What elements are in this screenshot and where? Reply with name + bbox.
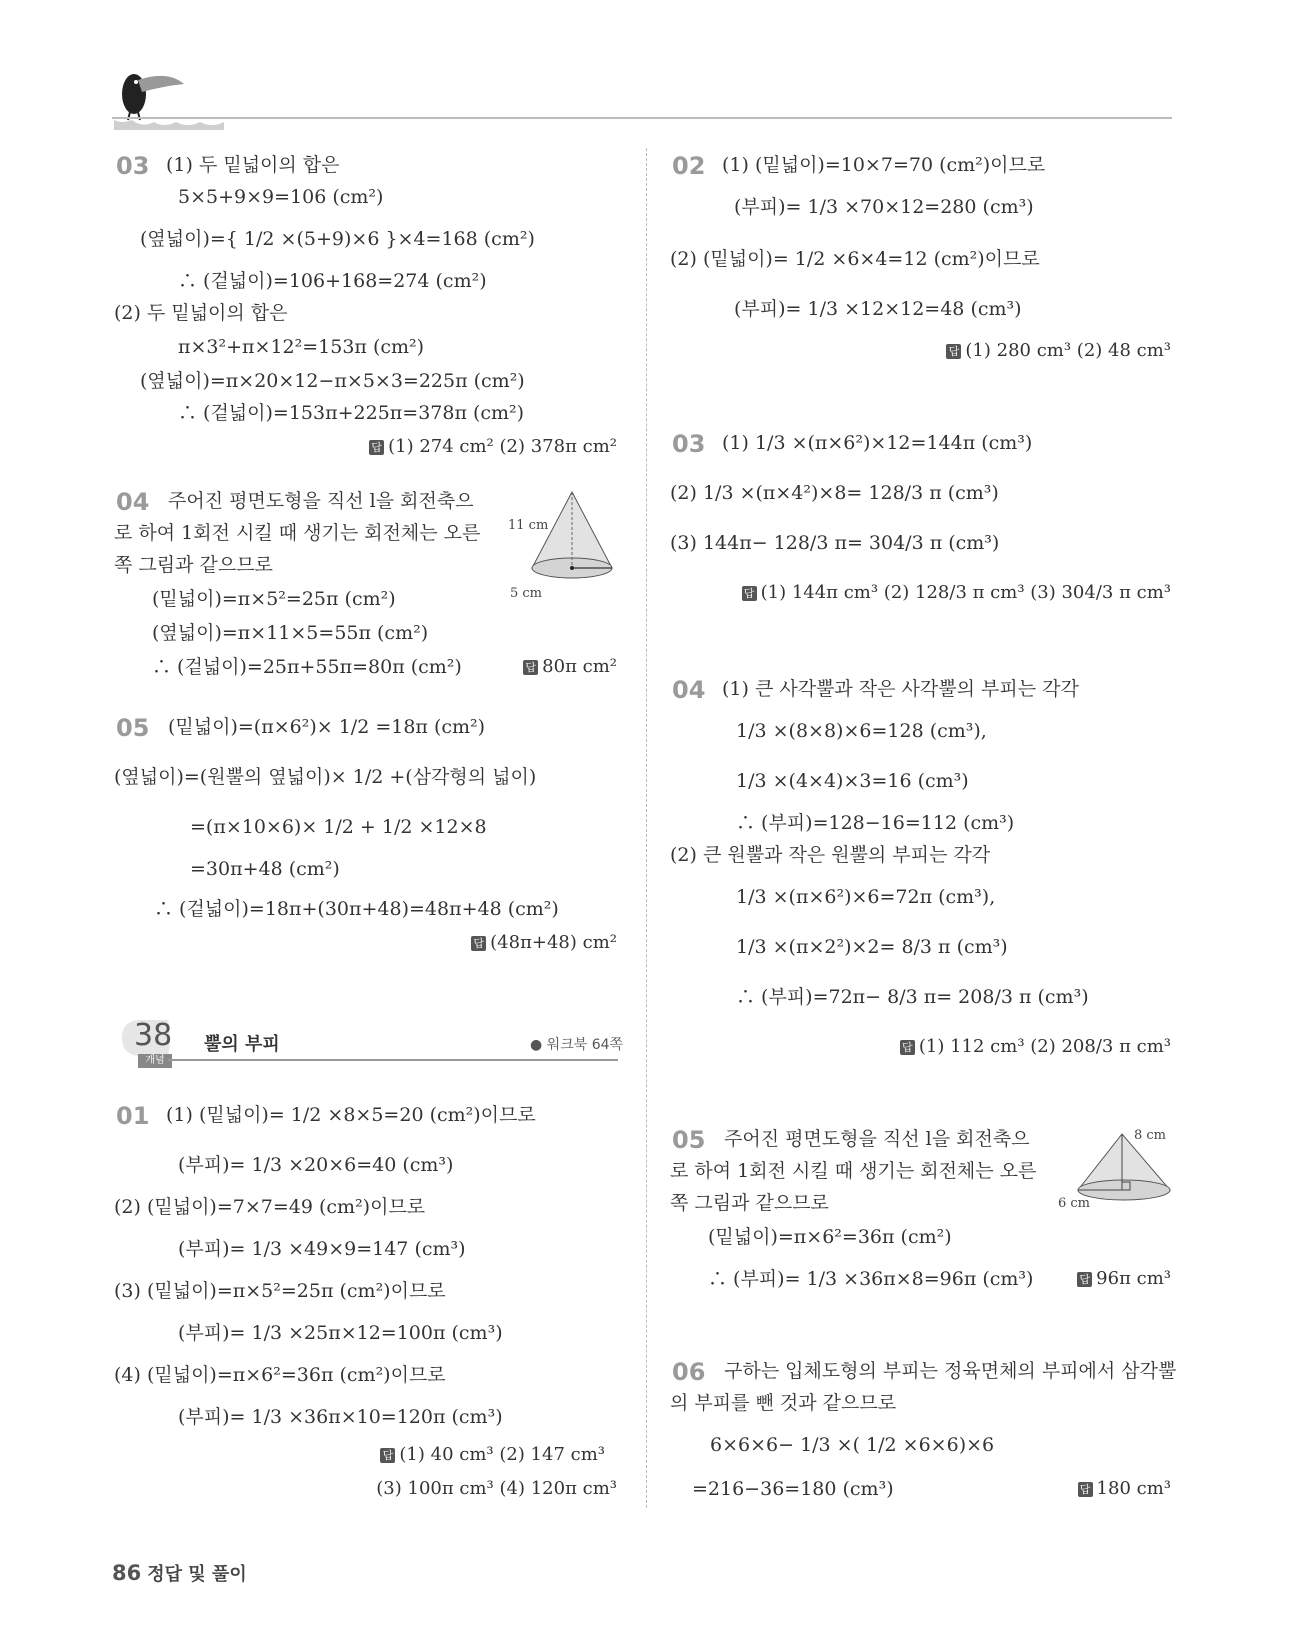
answer: 답 (1) 112 cm³ (2) 208/3 π cm³: [900, 1038, 1171, 1056]
problem-number: 03: [116, 152, 150, 180]
page-number: 86: [112, 1561, 142, 1585]
text-line: (밑넓이)=π×6²=36π (cm²): [708, 1226, 952, 1248]
section-title: 뿔의 부피: [204, 1034, 280, 1055]
text-line: 의 부피를 뺀 것과 같으므로: [670, 1392, 897, 1414]
figure-label: 11 cm: [508, 518, 549, 533]
text-line: (2) (밑넓이)= 1/2 ×6×4=12 (cm²)이므로: [670, 248, 1040, 270]
text-line: 쪽 그림과 같으므로: [114, 554, 273, 576]
answer: 답 96π cm³: [1077, 1270, 1171, 1288]
text-line: ∴ (겉넓이)=153π+225π=378π (cm²): [178, 402, 525, 424]
text-line: (1) 1/3 ×(π×6²)×12=144π (cm³): [722, 432, 1033, 454]
figure-label: 8 cm: [1134, 1128, 1167, 1143]
text-line: =30π+48 (cm²): [190, 858, 340, 880]
text-line: 5×5+9×9=106 (cm²): [178, 186, 384, 208]
answer: (3) 100π cm³ (4) 120π cm³: [376, 1478, 617, 1499]
problem-number: 01: [116, 1102, 150, 1130]
text-line: (부피)= 1/3 ×70×12=280 (cm³): [734, 196, 1034, 218]
answer-mark: 답: [946, 344, 961, 359]
header-rule: [112, 117, 1172, 119]
figure-label: 6 cm: [1058, 1196, 1091, 1211]
text-line: =216−36=180 (cm³): [692, 1478, 894, 1500]
text-line: (1) 두 밑넓이의 합은: [166, 154, 340, 176]
text-line: (옆넓이)={ 1/2 ×(5+9)×6 }×4=168 (cm²): [140, 228, 535, 250]
answer: 답 (1) 280 cm³ (2) 48 cm³: [946, 342, 1171, 360]
text-line: (옆넓이)=(원뿔의 옆넓이)× 1/2 +(삼각형의 넓이): [114, 766, 537, 788]
text-line: 구하는 입체도형의 부피는 정육면체의 부피에서 삼각뿔: [724, 1360, 1177, 1382]
answer: 답 (1) 144π cm³ (2) 128/3 π cm³ (3) 304/3 π cm³: [742, 584, 1171, 602]
answer: 답 (48π+48) cm²: [471, 934, 617, 952]
text-line: 주어진 평면도형을 직선 l을 회전축으: [724, 1128, 1030, 1150]
text-line: (4) (밑넓이)=π×6²=36π (cm²)이므로: [114, 1364, 446, 1386]
answer-mark: 답: [1077, 1272, 1092, 1287]
answer: 답 (1) 274 cm² (2) 378π cm²: [369, 438, 617, 456]
text-line: =(π×10×6)× 1/2 + 1/2 ×12×8: [190, 816, 487, 838]
answer-mark: 답: [380, 1448, 395, 1463]
text-line: 1/3 ×(π×2²)×2= 8/3 π (cm³): [736, 936, 1008, 958]
text-line: ∴ (겉넓이)=106+168=274 (cm²): [178, 270, 487, 292]
cone-figure: [520, 488, 620, 588]
answer-mark: 답: [1078, 1482, 1093, 1497]
problem-number: 05: [672, 1126, 706, 1154]
section-rule: [168, 1059, 618, 1061]
text-line: π×3²+π×12²=153π (cm²): [178, 336, 425, 358]
text-line: (부피)= 1/3 ×20×6=40 (cm³): [178, 1154, 454, 1176]
section-tag: 개념: [138, 1054, 172, 1068]
problem-number: 05: [116, 714, 150, 742]
figure-label: 5 cm: [510, 586, 543, 601]
answer: 답 (1) 40 cm³ (2) 147 cm³: [380, 1446, 605, 1464]
text-line: 로 하여 1회전 시킬 때 생기는 회전체는 오른: [114, 522, 481, 544]
text-line: ∴ (부피)=128−16=112 (cm³): [736, 812, 1015, 834]
text-line: (3) 144π− 128/3 π= 304/3 π (cm³): [670, 532, 1000, 554]
answer-mark: 답: [523, 660, 538, 675]
page-footer: [112, 1560, 247, 1586]
text-line: 6×6×6− 1/3 ×( 1/2 ×6×6)×6: [710, 1434, 995, 1456]
answer-mark: 답: [369, 440, 384, 455]
text-line: 주어진 평면도형을 직선 l을 회전축으: [168, 490, 474, 512]
column-divider: [646, 148, 647, 1508]
answer: 답 180 cm³: [1078, 1480, 1171, 1498]
text-line: (옆넓이)=π×20×12−π×5×3=225π (cm²): [140, 370, 525, 392]
section-ref: ● 워크북 64쪽: [530, 1037, 624, 1053]
problem-number: 02: [672, 152, 706, 180]
text-line: ∴ (부피)= 1/3 ×36π×8=96π (cm³): [708, 1268, 1034, 1290]
text-line: (부피)= 1/3 ×25π×12=100π (cm³): [178, 1322, 503, 1344]
answer: 답 80π cm²: [523, 658, 617, 676]
text-line: (옆넓이)=π×11×5=55π (cm²): [152, 622, 429, 644]
text-line: ∴ (겉넓이)=18π+(30π+48)=48π+48 (cm²): [154, 898, 559, 920]
problem-number: 04: [116, 488, 150, 516]
text-line: 로 하여 1회전 시킬 때 생기는 회전체는 오른: [670, 1160, 1037, 1182]
text-line: 1/3 ×(π×6²)×6=72π (cm³),: [736, 886, 996, 908]
text-line: (1) (밑넓이)= 1/2 ×8×5=20 (cm²)이므로: [166, 1104, 536, 1126]
text-line: 1/3 ×(8×8)×6=128 (cm³),: [736, 720, 987, 742]
text-line: (부피)= 1/3 ×12×12=48 (cm³): [734, 298, 1022, 320]
problem-number: 04: [672, 676, 706, 704]
text-line: (1) 큰 사각뿔과 작은 사각뿔의 부피는 각각: [722, 678, 1079, 700]
text-line: (2) (밑넓이)=7×7=49 (cm²)이므로: [114, 1196, 426, 1218]
toucan-icon: [108, 62, 238, 130]
text-line: 쪽 그림과 같으므로: [670, 1192, 829, 1214]
section-number: 38: [134, 1018, 173, 1053]
text-line: 1/3 ×(4×4)×3=16 (cm³): [736, 770, 969, 792]
text-line: (밑넓이)=(π×6²)× 1/2 =18π (cm²): [168, 716, 486, 738]
text-line: (부피)= 1/3 ×36π×10=120π (cm³): [178, 1406, 503, 1428]
problem-number: 03: [672, 430, 706, 458]
text-line: ∴ (부피)=72π− 8/3 π= 208/3 π (cm³): [736, 986, 1089, 1008]
answer-mark: 답: [742, 586, 757, 601]
text-line: (2) 1/3 ×(π×4²)×8= 128/3 π (cm³): [670, 482, 999, 504]
text-line: (밑넓이)=π×5²=25π (cm²): [152, 588, 396, 610]
text-line: ∴ (겉넓이)=25π+55π=80π (cm²): [152, 656, 462, 678]
answer-mark: 답: [471, 936, 486, 951]
text-line: (2) 큰 원뿔과 작은 원뿔의 부피는 각각: [670, 844, 991, 866]
footer-label: 정답 및 풀이: [147, 1564, 247, 1585]
text-line: (3) (밑넓이)=π×5²=25π (cm²)이므로: [114, 1280, 446, 1302]
text-line: (1) (밑넓이)=10×7=70 (cm²)이므로: [722, 154, 1046, 176]
answer-mark: 답: [900, 1040, 915, 1055]
header-logo: [108, 62, 238, 130]
problem-number: 06: [672, 1358, 706, 1386]
text-line: (부피)= 1/3 ×49×9=147 (cm³): [178, 1238, 466, 1260]
text-line: (2) 두 밑넓이의 합은: [114, 302, 288, 324]
